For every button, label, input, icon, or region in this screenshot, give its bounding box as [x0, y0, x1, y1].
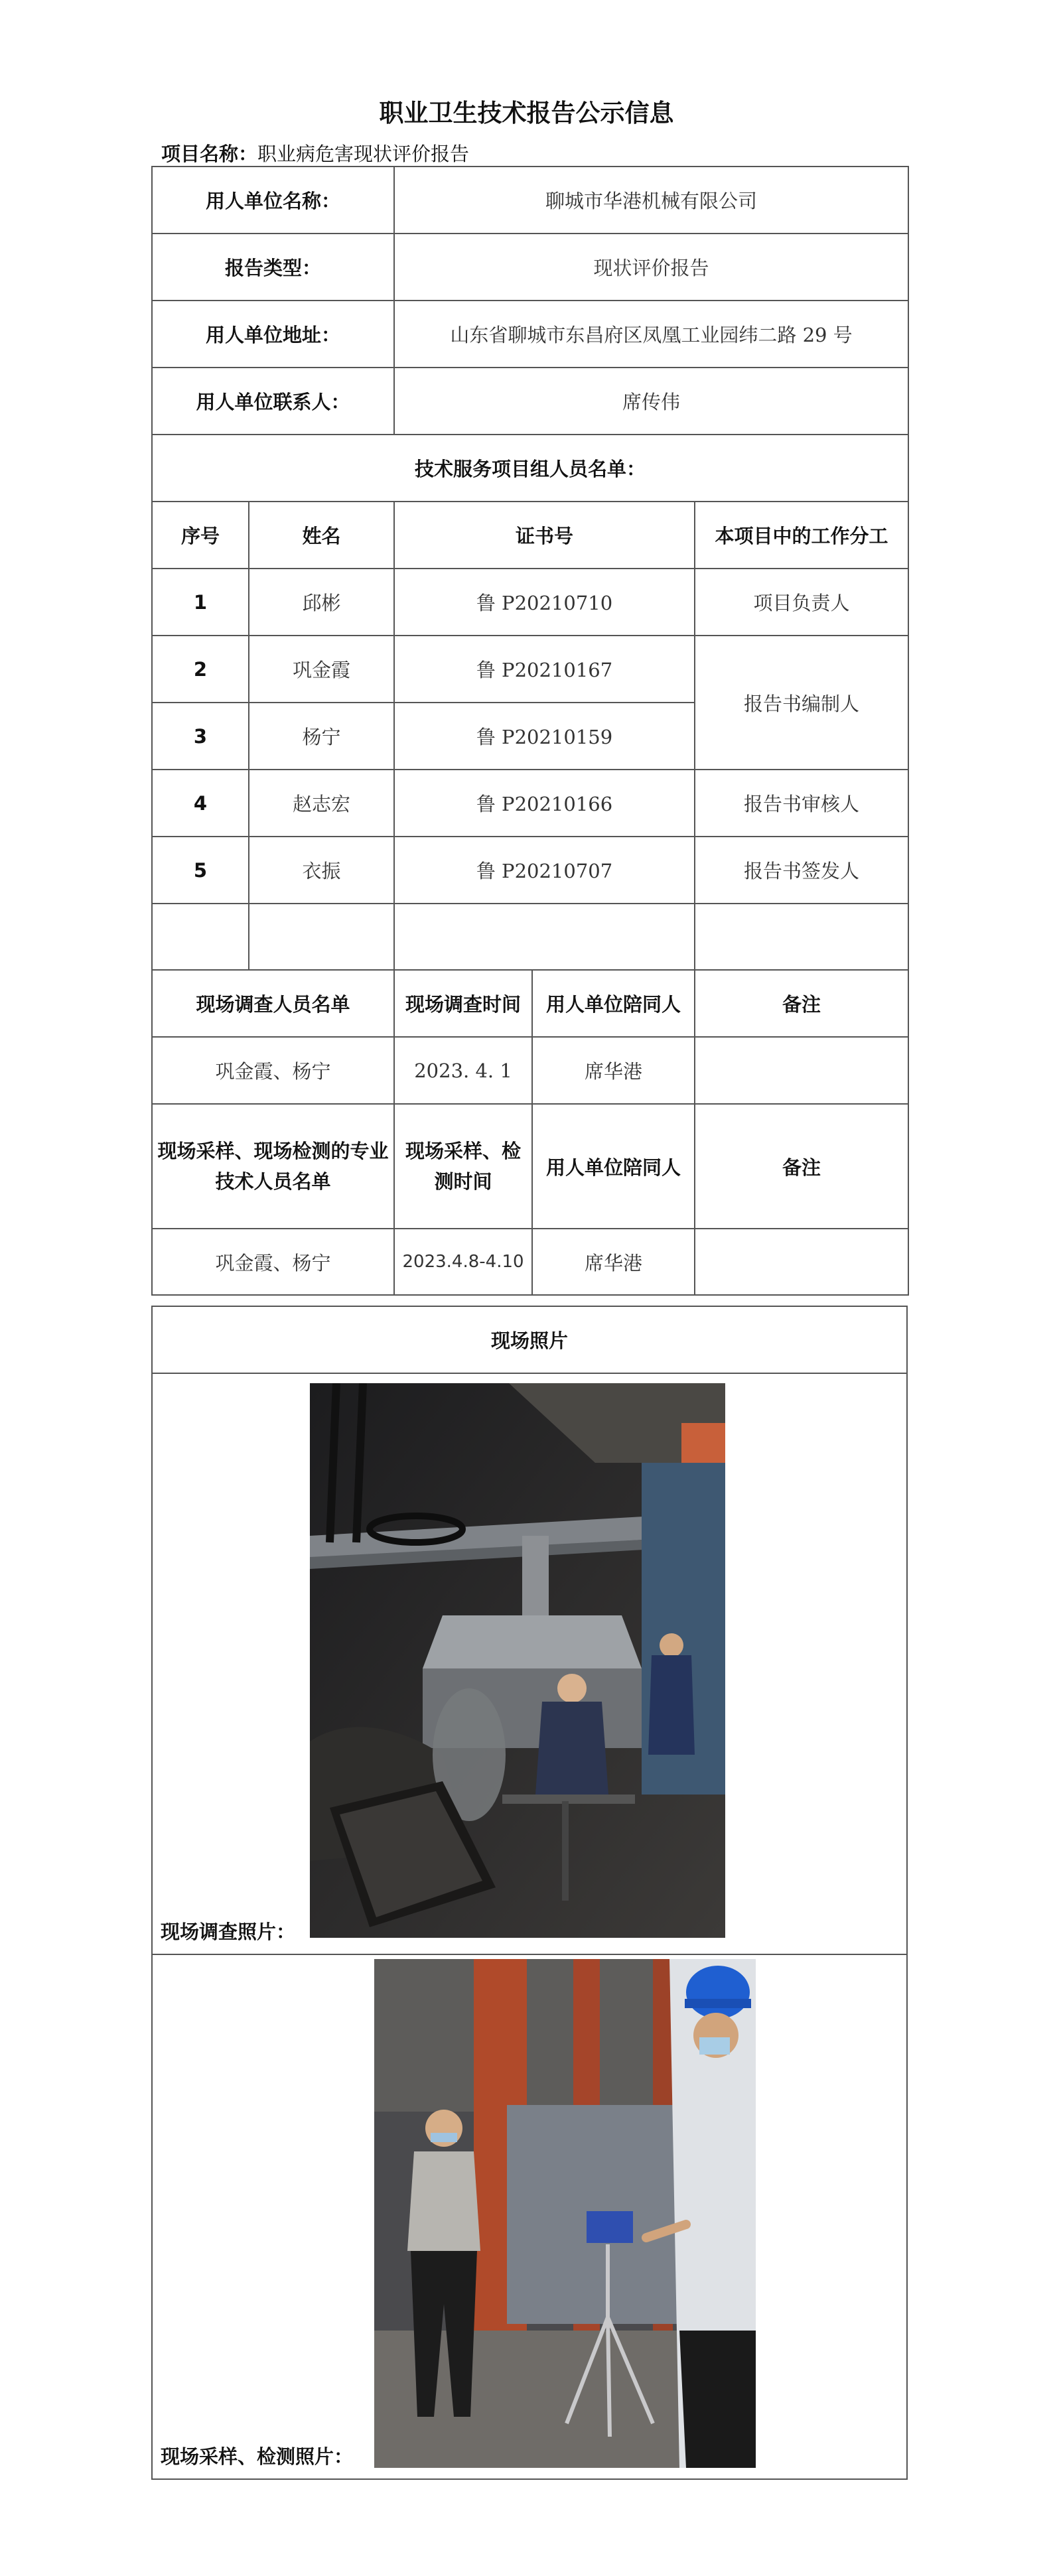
team-name: 赵志宏	[249, 770, 394, 837]
sampling-people-header: 现场采样、现场检测的专业技术人员名单	[152, 1104, 394, 1229]
team-cert: 鲁 P20210159	[394, 703, 695, 770]
sampling-time: 2023.4.8-4.10	[394, 1229, 532, 1295]
sampling-people: 巩金霞、杨宁	[152, 1229, 394, 1295]
survey-photo	[310, 1383, 725, 1938]
sampling-photo	[374, 1959, 756, 2468]
team-row	[152, 837, 908, 904]
team-role: 报告书签发人	[695, 837, 908, 904]
team-name: 邱彬	[249, 569, 394, 636]
project-name	[161, 139, 469, 167]
sampling-escort-header: 用人单位陪同人	[532, 1104, 695, 1229]
report-info-table	[151, 166, 909, 1296]
sampling-note-header: 备注	[695, 1104, 908, 1229]
photos-heading-row	[152, 1306, 907, 1373]
survey-time: 2023. 4. 1	[394, 1037, 532, 1104]
report-type-value: 现状评价报告	[394, 234, 908, 301]
col-header-name: 姓名	[249, 502, 394, 569]
col-header-role: 本项目中的工作分工	[695, 502, 908, 569]
employer-address-value: 山东省聊城市东昌府区凤凰工业园纬二路 29 号	[394, 301, 908, 368]
info-row	[152, 234, 908, 301]
empty-cell	[695, 904, 908, 970]
info-row	[152, 301, 908, 368]
team-row	[152, 569, 908, 636]
employer-contact-label: 用人单位联系人：	[152, 368, 394, 435]
team-header-row	[152, 502, 908, 569]
team-no: 2	[152, 636, 249, 703]
employer-name-value: 聊城市华港机械有限公司	[394, 167, 908, 234]
team-role: 报告书编制人	[695, 636, 908, 770]
survey-photo-cell	[152, 1373, 907, 1954]
survey-note	[695, 1037, 908, 1104]
employer-contact-value: 席传伟	[394, 368, 908, 435]
team-cert: 鲁 P20210167	[394, 636, 695, 703]
survey-escort-header: 用人单位陪同人	[532, 970, 695, 1037]
survey-row	[152, 1037, 908, 1104]
sampling-photo-label: 现场采样、检测照片：	[161, 2445, 354, 2468]
sampling-time-header: 现场采样、检测时间	[394, 1104, 532, 1229]
survey-time-header: 现场调查时间	[394, 970, 532, 1037]
team-cert: 鲁 P20210707	[394, 837, 695, 904]
team-no: 5	[152, 837, 249, 904]
info-row	[152, 167, 908, 234]
team-cert: 鲁 P20210166	[394, 770, 695, 837]
sampling-escort: 席华港	[532, 1229, 695, 1295]
site-photos-table	[151, 1306, 908, 2480]
empty-cell	[249, 904, 394, 970]
team-no: 3	[152, 703, 249, 770]
project-name-label: 项目名称：	[161, 143, 258, 165]
sampling-photo-cell	[152, 1954, 907, 2479]
report-type-label: 报告类型：	[152, 234, 394, 301]
sampling-note	[695, 1229, 908, 1295]
field-sampling-illustration	[374, 1959, 756, 2468]
team-row-empty	[152, 904, 908, 970]
survey-escort: 席华港	[532, 1037, 695, 1104]
team-row	[152, 770, 908, 837]
team-name: 巩金霞	[249, 636, 394, 703]
empty-cell	[152, 904, 249, 970]
survey-people: 巩金霞、杨宁	[152, 1037, 394, 1104]
team-name: 衣振	[249, 837, 394, 904]
workshop-grinding-illustration	[310, 1383, 725, 1938]
team-heading: 技术服务项目组人员名单：	[152, 435, 908, 502]
team-row	[152, 636, 908, 703]
team-no: 1	[152, 569, 249, 636]
employer-name-label: 用人单位名称：	[152, 167, 394, 234]
team-cert: 鲁 P20210710	[394, 569, 695, 636]
sampling-header-row	[152, 1104, 908, 1229]
employer-address-label: 用人单位地址：	[152, 301, 394, 368]
team-role: 报告书审核人	[695, 770, 908, 837]
sampling-row	[152, 1229, 908, 1295]
team-role: 项目负责人	[695, 569, 908, 636]
sampling-photo-row	[152, 1954, 907, 2479]
page-title: 职业卫生技术报告公示信息	[379, 99, 674, 127]
project-name-value: 职业病危害现状评价报告	[257, 143, 470, 165]
col-header-no: 序号	[152, 502, 249, 569]
survey-note-header: 备注	[695, 970, 908, 1037]
col-header-cert: 证书号	[394, 502, 695, 569]
team-no: 4	[152, 770, 249, 837]
empty-cell	[394, 904, 695, 970]
team-name: 杨宁	[249, 703, 394, 770]
photos-heading: 现场照片	[152, 1306, 907, 1373]
survey-photo-row	[152, 1373, 907, 1954]
survey-photo-label: 现场调查照片：	[161, 1921, 296, 1943]
team-heading-row	[152, 435, 908, 502]
survey-people-header: 现场调查人员名单	[152, 970, 394, 1037]
survey-header-row	[152, 970, 908, 1037]
info-row	[152, 368, 908, 435]
